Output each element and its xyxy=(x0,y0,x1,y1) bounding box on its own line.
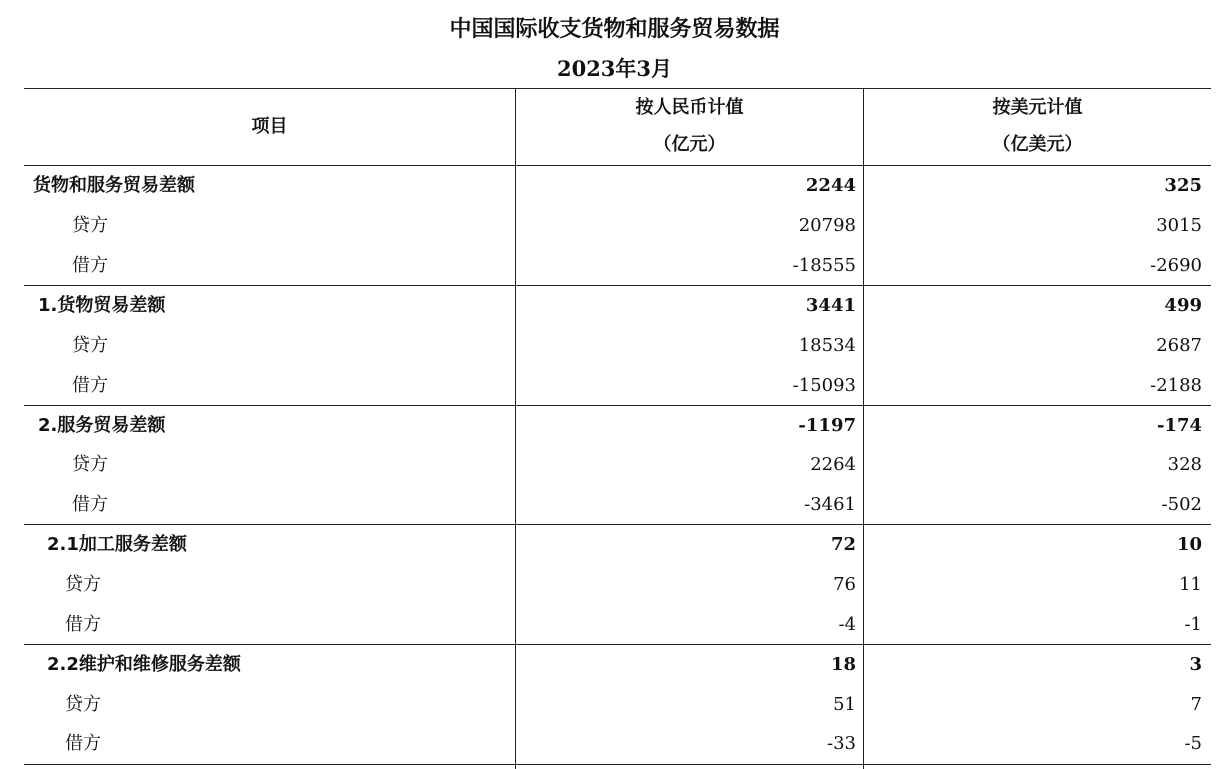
row-label: 借方 xyxy=(65,733,101,754)
usd-value: 2687 xyxy=(1156,335,1202,356)
rmb-value: 20798 xyxy=(798,215,856,236)
usd-value: -174 xyxy=(1156,415,1202,436)
table-row xyxy=(24,605,1211,645)
usd-value: -502 xyxy=(1161,494,1202,515)
data-table xyxy=(24,88,1211,769)
row-label: 1.货物贸易差额 xyxy=(38,295,166,316)
rmb-value: -4 xyxy=(838,614,856,635)
header-usd-title: 按美元计值 xyxy=(992,97,1083,118)
table-row xyxy=(24,366,1211,406)
row-label: 货物和服务贸易差额 xyxy=(33,175,195,196)
page-title: 中国国际收支货物和服务贸易数据 xyxy=(449,17,780,42)
header-item: 项目 xyxy=(251,116,288,137)
usd-value: 499 xyxy=(1164,295,1202,316)
row-label: 2.2维护和维修服务差额 xyxy=(47,654,241,675)
row-label: 2.服务贸易差额 xyxy=(38,415,166,436)
usd-value: 3015 xyxy=(1156,215,1202,236)
usd-value: 3 xyxy=(1189,654,1202,675)
table-row xyxy=(24,246,1211,286)
table-row xyxy=(24,685,1211,725)
rmb-value: 76 xyxy=(833,574,856,595)
usd-value: -5 xyxy=(1184,733,1202,754)
row-label: 贷方 xyxy=(72,215,108,236)
table-row xyxy=(24,645,1211,685)
row-label: 2.1加工服务差额 xyxy=(47,534,187,555)
page-subtitle: 2023年3月 xyxy=(556,56,673,81)
rmb-value: -1197 xyxy=(798,415,856,436)
usd-value: -2188 xyxy=(1150,375,1202,396)
table-row xyxy=(24,565,1211,605)
header-rmb-unit: （亿元） xyxy=(653,134,726,155)
rmb-value: 72 xyxy=(830,534,856,555)
table-row xyxy=(24,286,1211,326)
row-label: 贷方 xyxy=(72,335,108,356)
row-label: 贷方 xyxy=(72,454,108,475)
header-rmb-title: 按人民币计值 xyxy=(635,97,744,118)
rmb-value: -18555 xyxy=(792,255,856,276)
table-row xyxy=(24,206,1211,246)
row-label: 贷方 xyxy=(65,694,101,715)
usd-value: 328 xyxy=(1167,454,1202,475)
table-row xyxy=(24,406,1211,446)
rmb-value: 18534 xyxy=(798,335,856,356)
usd-value: 7 xyxy=(1190,694,1202,715)
header-usd-unit: （亿美元） xyxy=(992,134,1083,155)
row-label: 借方 xyxy=(72,375,108,396)
usd-value: -2690 xyxy=(1150,255,1202,276)
rmb-value: -15093 xyxy=(792,375,856,396)
section-rule xyxy=(24,764,1211,765)
rmb-value: 51 xyxy=(833,694,856,715)
table-row xyxy=(24,724,1211,764)
row-label: 借方 xyxy=(72,494,108,515)
table-row xyxy=(24,445,1211,485)
usd-value: -1 xyxy=(1184,614,1202,635)
rmb-value: 3441 xyxy=(805,295,856,316)
table-row xyxy=(24,326,1211,366)
usd-value: 11 xyxy=(1179,574,1202,595)
table-row xyxy=(24,525,1211,565)
table-row xyxy=(24,166,1211,206)
usd-value: 10 xyxy=(1176,534,1202,555)
rmb-value: -33 xyxy=(827,733,856,754)
rmb-value: 18 xyxy=(830,654,856,675)
rmb-value: 2264 xyxy=(810,454,856,475)
row-label: 借方 xyxy=(65,614,101,635)
usd-value: 325 xyxy=(1164,175,1202,196)
rmb-value: -3461 xyxy=(804,494,856,515)
table-top-rule xyxy=(24,88,1211,89)
table-row xyxy=(24,485,1211,525)
row-label: 借方 xyxy=(72,255,108,276)
row-label: 贷方 xyxy=(65,574,101,595)
rmb-value: 2244 xyxy=(805,175,856,196)
